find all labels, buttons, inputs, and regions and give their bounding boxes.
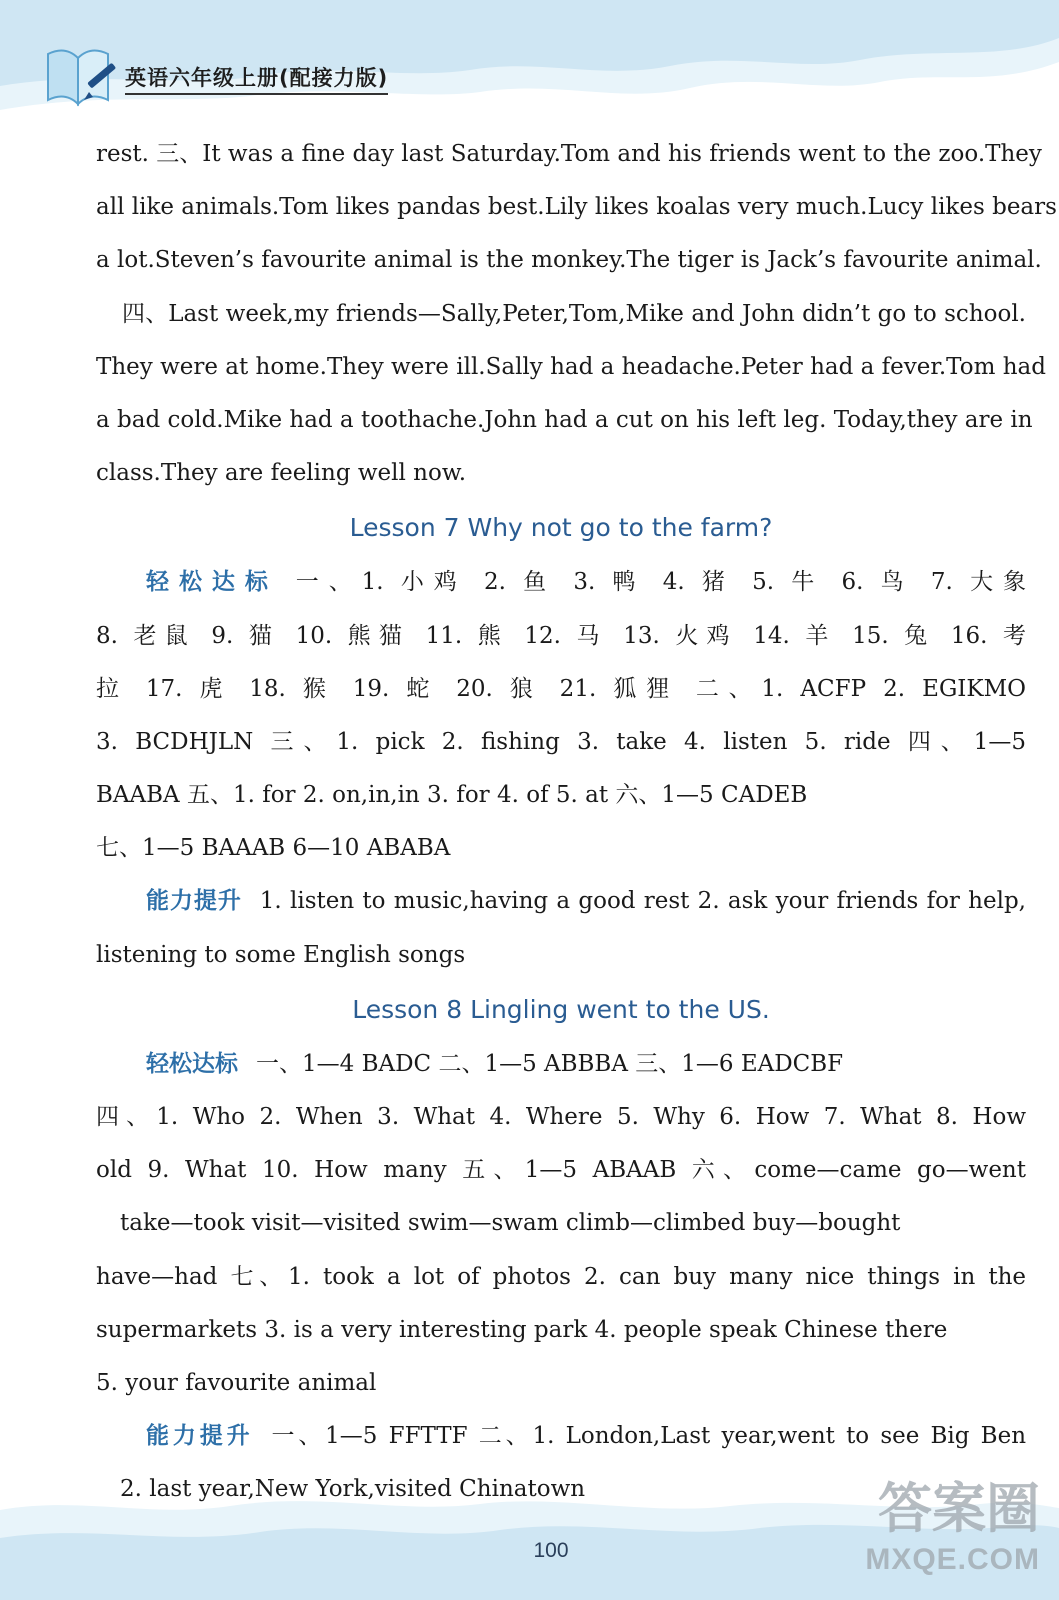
book-title: 英语六年级上册(配接力版) — [125, 62, 388, 95]
answer-line — [96, 1410, 1026, 1463]
page-number: 100 — [533, 1539, 569, 1562]
answer-line — [96, 716, 1026, 769]
watermark-logo — [860, 1478, 1040, 1588]
answer-line — [96, 288, 1026, 341]
answer-text: 七、1—5 BAAAB 6—10 ABABA — [96, 835, 451, 862]
answer-line — [96, 1038, 1026, 1091]
answer-line — [96, 234, 1042, 287]
answer-line — [96, 447, 1026, 500]
answer-line — [96, 1091, 1026, 1144]
section-tag: 轻松达标 — [146, 569, 278, 596]
section-tag: 轻松达标 — [146, 1050, 238, 1077]
answer-text: 5. your favourite animal — [96, 1369, 377, 1396]
answer-line — [96, 769, 1026, 822]
answer-content — [96, 128, 1057, 1517]
answer-text: 一、1—4 BADC 二、1—5 ABBBA 三、1—6 EADCBF — [256, 1050, 844, 1077]
answer-text: 2. last year,New York,visited Chinatown — [120, 1476, 586, 1503]
answer-text: 3. BCDHJLN 三、1. pick 2. fishing 3. take 4. listen 5. ride 四、1—5 — [96, 728, 1026, 755]
answer-line — [96, 556, 1026, 609]
answer-text: 拉 17. 虎 18. 猴 19. 蛇 20. 狼 21. 狐狸 二、1. ACFP 2. EGIKMO — [96, 675, 1026, 702]
answer-text: listening to some English songs — [96, 941, 466, 968]
answer-line — [96, 610, 1026, 663]
section-tag: 能力提升 — [146, 1423, 254, 1450]
answer-text: a lot.Steven’s favourite animal is the monkey.The tiger is Jack’s favourite animal. — [96, 247, 1042, 274]
lesson-title: Lesson 8 Lingling went to the US. — [352, 994, 770, 1024]
answer-text: all like animals.Tom likes pandas best.Lily likes koalas very much.Lucy likes bears — [96, 194, 1057, 221]
answer-line — [96, 394, 1033, 447]
watermark-top-text: 答案圈 — [878, 1479, 1040, 1539]
answer-line — [96, 929, 1026, 982]
answer-line — [96, 1251, 1026, 1304]
section-tag: 能力提升 — [146, 888, 242, 915]
lesson-title: Lesson 7 Why not go to the farm? — [349, 513, 773, 543]
answer-line — [96, 663, 1026, 716]
answer-line — [96, 341, 1046, 394]
answer-text: They were at home.They were ill.Sally had a headache.Peter had a fever.Tom had — [96, 353, 1046, 380]
answer-line — [96, 1304, 1026, 1357]
book-pen-icon — [40, 42, 120, 112]
answer-line — [96, 875, 1026, 928]
answer-line — [96, 181, 1057, 234]
answer-text: 四、1. Who 2. When 3. What 4. Where 5. Why 6. How 7. What 8. How — [96, 1104, 1026, 1130]
answer-text: a bad cold.Mike had a toothache.John had a cut on his left leg. Today,they are in — [96, 406, 1033, 433]
watermark-bottom-text: MXQE.COM — [865, 1543, 1040, 1576]
answer-text: 1. listen to music,having a good rest 2. ask your friends for help, — [259, 888, 1026, 915]
answer-text: class.They are feeling well now. — [96, 460, 467, 487]
answer-text: 一、1—5 FFTTF 二、1. London,Last year,went to see Big Ben — [271, 1423, 1027, 1450]
answer-text: rest. 三、It was a fine day last Saturday.Tom and his friends went to the zoo.They — [96, 141, 1042, 167]
answer-line — [96, 1357, 1026, 1410]
answer-line — [96, 822, 1026, 875]
answer-text: 8. 老鼠 9. 猫 10. 熊猫 11. 熊 12. 马 13. 火鸡 14. 羊 15. 兔 16. 考 — [96, 622, 1026, 649]
answer-text: old 9. What 10. How many 五、1—5 ABAAB 六、come—came go—went — [96, 1157, 1026, 1184]
answer-text: take—took visit—visited swim—swam climb—climbed buy—bought — [120, 1210, 901, 1237]
answer-text: 一、1. 小鸡 2. 鱼 3. 鸭 4. 猪 5. 牛 6. 鸟 7. 大象 — [295, 569, 1027, 596]
answer-text: supermarkets 3. is a very interesting park 4. people speak Chinese there — [96, 1316, 948, 1343]
answer-text: 四、Last week,my friends—Sally,Peter,Tom,Mike and John didn’t go to school. — [122, 300, 1026, 327]
answer-text: BAABA 五、1. for 2. on,in,in 3. for 4. of 5. at 六、1—5 CADEB — [96, 782, 808, 809]
answer-line — [96, 128, 1042, 181]
answer-line — [96, 1197, 1026, 1250]
answer-text: have—had 七、1. took a lot of photos 2. can buy many nice things in the — [96, 1263, 1026, 1290]
answer-line — [96, 1144, 1026, 1197]
